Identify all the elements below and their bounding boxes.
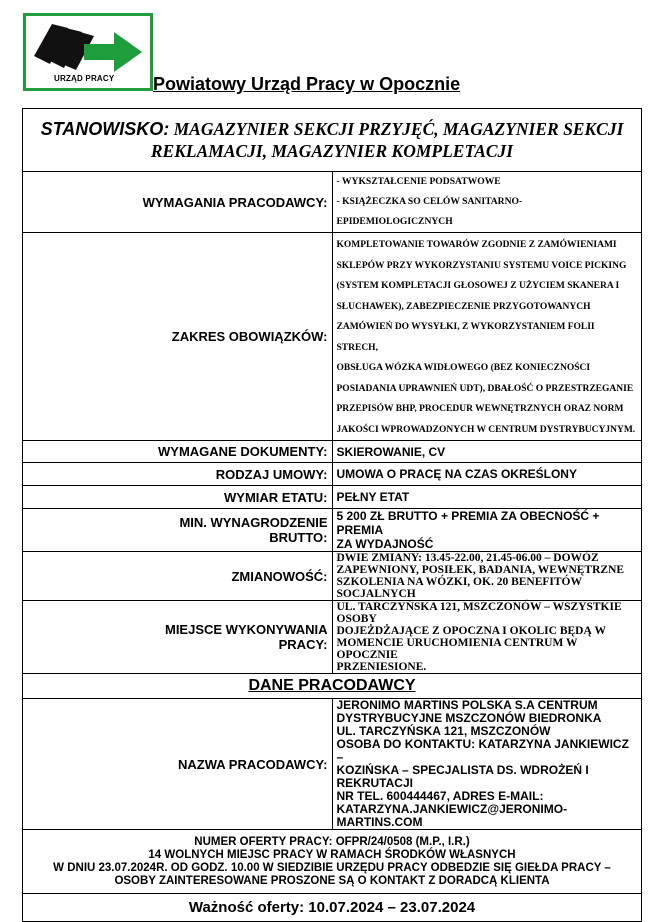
documents-value: SKIEROWANIE, CV — [332, 441, 642, 463]
requirements-value — [332, 172, 642, 233]
duties-label: ZAKRES OBOWIĄZKÓW: — [23, 233, 333, 441]
duties-line: SKLEPÓW PRZY WYKORZYSTANIU SYSTEMU VOICE PICKING — [336, 260, 627, 271]
position-row — [23, 109, 642, 172]
location-line: UL. TARCZYŃSKA 121, MSZCZONÓW – WSZYSTKIE OSOBY — [336, 601, 622, 625]
shifts-line: SZKOLENIA NA WÓZKI, OK. 20 BENEFITÓW SOCJALNYCH — [336, 576, 582, 600]
employer-line: UL. TARCZYŃSKA 121, MSZCZONÓW — [336, 724, 551, 738]
employer-email: KATARZYNA.JANKIEWICZ@JERONIMO-MARTINS.COM — [336, 802, 568, 829]
contract-value: UMOWA O PRACĘ NA CZAS OKREŚLONY — [332, 463, 642, 486]
documents-row — [23, 441, 642, 463]
employer-value — [332, 699, 642, 830]
contract-label: RODZAJ UMOWY: — [23, 463, 333, 486]
shifts-line: ZAPEWNIONY, POSIŁEK, BADANIA, WEWNĘTRZNE — [336, 564, 625, 576]
employer-section-row — [23, 674, 642, 699]
requirements-row — [23, 172, 642, 233]
location-label-line: PRACY: — [278, 637, 328, 652]
duties-line: POSIADANIA UPRAWNIEŃ UDT), DBAŁOŚĆ O PRZESTRZEGANIE — [336, 383, 634, 394]
employer-section-title: DANE PRACODAWCY — [23, 674, 642, 699]
requirements-label: WYMAGANIA PRACODAWCY: — [23, 172, 333, 233]
shifts-row — [23, 552, 642, 601]
job-fair-info: W DNIU 23.07.2024R. OD GODZ. 10.00 W SIEDZIBIE URZĘDU PRACY ODBEDZIE SIĘ GIEŁDA PRACY – — [53, 861, 611, 874]
contact-advisor-info: OSOBY ZAINTERESOWANE PROSZONE SĄ O KONTAKT Z DORADCĄ KLIENTA — [114, 874, 550, 887]
duties-line: SŁUCHAWEK), ZABEZPIECZENIE PRZYGOTOWANYCH — [336, 301, 591, 312]
employer-line: DYSTRYBUCYJNE MSZCZONÓW BIEDRONKA — [336, 711, 602, 725]
requirement-item: - WYKSZTAŁCENIE PODSATWOWE — [336, 176, 501, 187]
duties-row — [23, 233, 642, 441]
position-name: MAGAZYNIER SEKCJI PRZYJĘĆ, MAGAZYNIER SEKCJI REKLAMACJI, MAGAZYNIER KOMPLETACJI — [150, 119, 624, 161]
duties-line: KOMPLETOWANIE TOWARÓW ZGODNIE Z ZAMÓWIENIAMI — [336, 240, 617, 250]
location-line: DOJEŻDŻAJĄCE Z OPOCZNA I OKOLIC BĘDĄ W — [336, 625, 606, 637]
location-line: MOMENCIE URUCHOMIENIA CENTRUM W OPOCZNIE — [336, 637, 578, 661]
salary-value — [332, 509, 642, 552]
employer-row — [23, 699, 642, 830]
validity-row — [23, 894, 642, 922]
salary-row — [23, 509, 642, 552]
duties-line: ZAMÓWIEŃ DO WYSYŁKI, Z WYKORZYSTANIEM FOLII STRECH, — [336, 322, 595, 353]
hours-row — [23, 486, 642, 509]
duties-line: PRZEPISÓW BHP, PROCEDUR WEWNĘTRZNYCH ORAZ NORM — [336, 404, 624, 414]
contract-row — [23, 463, 642, 486]
duties-line: (SYSTEM KOMPLETACJI GŁOSOWEJ Z UŻYCIEM SKANERA I — [336, 281, 620, 291]
salary-value-line: 5 200 ZŁ BRUTTO + PREMIA ZA OBECNOŚĆ + PREMIA — [336, 509, 600, 537]
shifts-value — [332, 552, 642, 601]
hours-label: WYMIAR ETATU: — [23, 486, 333, 509]
shifts-label: ZMIANOWOŚĆ: — [23, 552, 333, 601]
office-title: Powiatowy Urząd Pracy w Opocznie — [153, 74, 461, 94]
hours-value: PEŁNY ETAT — [332, 486, 642, 509]
location-label — [23, 601, 333, 674]
offer-number: NUMER OFERTY PRACY: OFPR/24/0508 (M.P., I.R.) — [194, 835, 470, 848]
offer-info — [23, 830, 642, 894]
logo-text: URZĄD PRACY — [54, 74, 115, 83]
employer-line: JERONIMO MARTINS POLSKA S.A CENTRUM — [336, 698, 598, 712]
urzad-pracy-logo — [23, 13, 153, 91]
salary-label-line: BRUTTO: — [269, 530, 328, 545]
salary-value-line: ZA WYDAJNOŚĆ — [336, 537, 434, 551]
employer-line: OSOBA DO KONTAKTU: KATARZYNA JANKIEWICZ – — [336, 737, 629, 764]
salary-label-line: MIN. WYNAGRODZENIE — [179, 515, 328, 530]
duties-line: JAKOŚCI WPROWADZONYCH W CENTRUM DYSTRYBUCYJNYM. — [336, 424, 636, 435]
location-line: PRZENIESIONE. — [336, 661, 427, 673]
offer-validity: Ważność oferty: 10.07.2024 – 23.07.2024 — [23, 894, 642, 922]
salary-label — [23, 509, 333, 552]
position-lead: STANOWISKO: — [40, 119, 170, 139]
shifts-line: DWIE ZMIANY: 13.45-22.00, 21.45-06.00 – DOWÓZ — [336, 552, 599, 564]
offer-vacancies: 14 WOLNYCH MIEJSC PRACY W RAMACH ŚRODKÓW WŁASNYCH — [148, 848, 516, 861]
employer-line: NR TEL. 600444467, ADRES E-MAIL: — [336, 789, 544, 803]
job-offer-table — [22, 108, 642, 922]
location-label-line: MIEJSCE WYKONYWANIA — [164, 622, 328, 637]
page-header — [0, 0, 663, 108]
location-value — [332, 601, 642, 674]
offer-info-row — [23, 830, 642, 894]
duties-line: OBSŁUGA WÓZKA WIDŁOWEGO (BEZ KONIECZNOŚCI — [336, 363, 591, 373]
position-title — [23, 109, 642, 172]
requirement-item: - KSIĄŻECZKA SO CELÓW SANITARNO-EPIDEMIOLOGICZNYCH — [336, 196, 523, 227]
employer-label: NAZWA PRACODAWCY: — [23, 699, 333, 830]
documents-label: WYMAGANE DOKUMENTY: — [23, 441, 333, 463]
location-row — [23, 601, 642, 674]
duties-value — [332, 233, 642, 441]
employer-line: KOZIŃSKA – SPECJALISTA DS. WDROŻEŃ I REKRUTACJI — [336, 763, 589, 790]
